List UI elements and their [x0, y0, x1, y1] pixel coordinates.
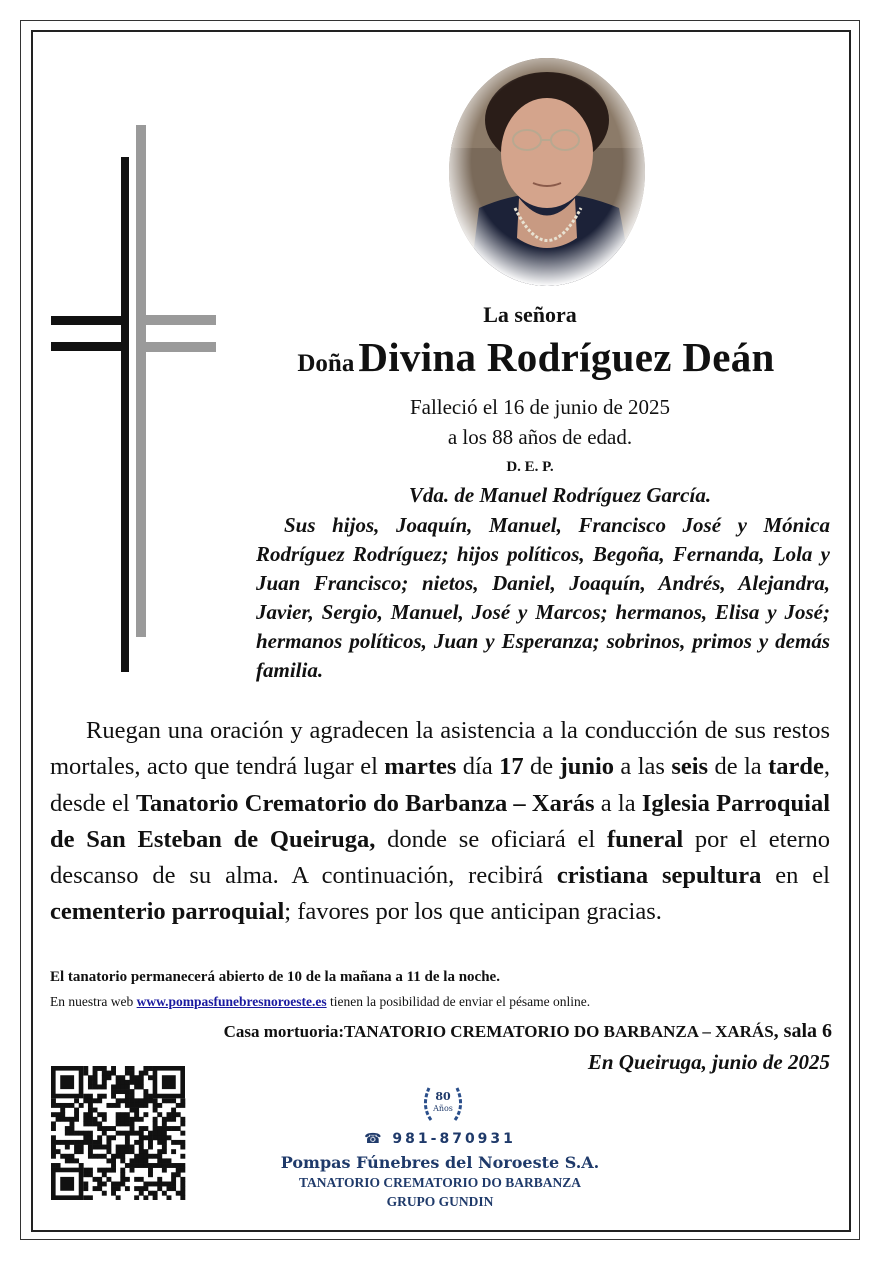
website-link[interactable]: www.pompasfunebresnoroeste.es	[136, 994, 327, 1009]
anniversary-badge-icon	[417, 1076, 469, 1128]
death-date: Falleció el 16 de junio de 2025	[409, 395, 671, 419]
la-senora-label: La señora	[483, 302, 577, 327]
badge-text: Años	[433, 1104, 453, 1113]
tanatorio-hours: El tanatorio permanecerá abierto de 10 de la mañana a 11 de la noche.	[50, 969, 500, 985]
name-main: Divina Rodríguez Deán	[358, 334, 775, 380]
deceased-name	[230, 333, 842, 381]
place-date: En Queiruga, junio de 2025	[587, 1050, 830, 1074]
phone-icon: ☎	[364, 1131, 385, 1147]
name-prefix: Doña	[297, 350, 355, 377]
company-name: Pompas Fúnebres del Noroeste S.A.	[280, 1153, 600, 1172]
family-list: Sus hijos, Joaquín, Manuel, Francisco José y Mónica Rodríguez Rodríguez; hijos políticos, Begoña, Fernanda, Lola y Juan Francisco; nietos, Daniel, Joaquín, Andrés, Alejandra, Javier, Sergio, Manuel, José y Marcos; hermanos, Elisa y José; hermanos políticos, Juan y Esperanza; sobrinos, primos y demás familia.	[256, 513, 830, 682]
badge-number: 80	[435, 1090, 451, 1103]
qr-code[interactable]	[51, 1066, 187, 1200]
casa-mortuoria: Casa mortuoria:TANATORIO CREMATORIO DO BARBANZA – XARÁS, sala 6	[223, 1020, 832, 1042]
company-group: GRUPO GUNDIN	[386, 1194, 494, 1209]
widow-line: Vda. de Manuel Rodríguez García.	[408, 483, 712, 507]
cross-icon	[45, 120, 225, 680]
portrait-photo	[449, 58, 645, 286]
age: a los 88 años de edad.	[447, 425, 633, 449]
dep-label: D. E. P.	[506, 459, 554, 475]
web-notice: En nuestra web www.pompasfunebresnoroeste.es tienen la posibilidad de enviar el pésame online.	[50, 994, 591, 1009]
phone-number: ☎ 981-870931	[364, 1131, 516, 1147]
company-tanatorio: TANATORIO CREMATORIO DO BARBANZA	[299, 1175, 581, 1190]
ceremony-paragraph: Ruegan una oración y agradecen la asistencia a la conducción de sus restos mortales, acto que tendrá lugar el martes día 17 de junio a las seis de la tarde, desde el Tanatorio Crematorio do Barbanza – Xarás a la Iglesia Parroquial de San Esteban de Queiruga, donde se oficiará el funeral por el eterno descanso de su alma. A continuación, recibirá cristiana sepultura en el cementerio parroquial; favores por los que anticipan gracias.	[50, 717, 831, 926]
